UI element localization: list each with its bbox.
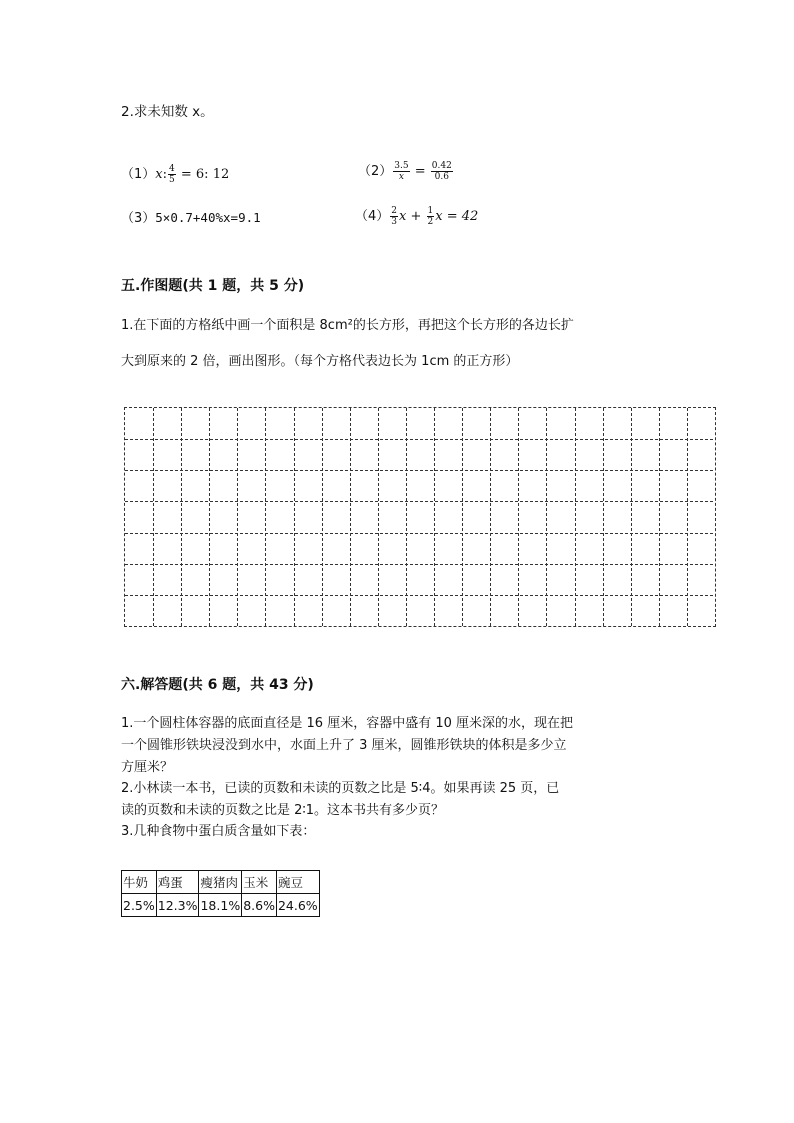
question-text: 1.在下面的方格纸中画一个面积是 8cm²的长方形，再把这个长方形的各边长扩 bbox=[121, 318, 574, 333]
table-header-cell: 瘦猪肉 bbox=[199, 871, 242, 894]
question-text: 3.几种食物中蛋白质含量如下表： bbox=[121, 824, 316, 839]
variable: x bbox=[155, 167, 163, 182]
problem-label: （4） bbox=[355, 209, 390, 224]
problem-label: （3） bbox=[121, 211, 156, 226]
term: x + bbox=[399, 209, 426, 224]
question-text: 大到原来的 2 倍，画出图形。（每个方格代表边长为 1cm 的正方形） bbox=[121, 354, 519, 369]
colon: : bbox=[162, 167, 168, 182]
fraction bbox=[168, 164, 176, 185]
question-text: 方厘米？ bbox=[121, 760, 174, 775]
table-header-cell: 豌豆 bbox=[276, 871, 319, 894]
problem-1 bbox=[121, 163, 229, 185]
numerator: 3.5 bbox=[394, 161, 409, 171]
numerator: 4 bbox=[169, 164, 175, 174]
numerator: 1 bbox=[427, 206, 434, 216]
question-title: 2.求未知数 x。 bbox=[121, 104, 214, 120]
graph-paper-grid[interactable] bbox=[124, 407, 716, 627]
denominator: 3 bbox=[391, 217, 398, 227]
table-cell: 2.5% bbox=[122, 894, 157, 917]
grid-lines bbox=[125, 408, 715, 626]
fraction bbox=[390, 206, 398, 227]
table-cell: 12.3% bbox=[156, 894, 199, 917]
fraction bbox=[431, 161, 453, 182]
table-cell: 18.1% bbox=[199, 894, 242, 917]
equals-sign: = bbox=[410, 164, 430, 179]
term: x = 42 bbox=[435, 209, 479, 224]
section-heading: 六.解答题(共 6 题，共 43 分) bbox=[121, 677, 314, 693]
question-text: 1.一个圆柱体容器的底面直径是 16 厘米，容器中盛有 10 厘米深的水，现在把 bbox=[121, 716, 574, 731]
equation: 5×0.7+40%x=9.1 bbox=[155, 210, 261, 225]
question-text: 读的页数和未读的页数之比是 2∶1。这本书共有多少页？ bbox=[121, 803, 445, 818]
fraction bbox=[393, 161, 409, 182]
table-header-cell: 鸡蛋 bbox=[156, 871, 199, 894]
table-row bbox=[122, 894, 320, 917]
numerator: 0.42 bbox=[431, 161, 452, 171]
problem-2 bbox=[358, 160, 454, 182]
numerator: 2 bbox=[391, 206, 398, 216]
table-header-cell: 玉米 bbox=[242, 871, 277, 894]
table-cell: 8.6% bbox=[242, 894, 277, 917]
table-header-cell: 牛奶 bbox=[122, 871, 157, 894]
question-text: 2.小林读一本书，已读的页数和未读的页数之比是 5∶4。如果再读 25 页，已 bbox=[121, 781, 560, 796]
problem-label: （2） bbox=[358, 164, 393, 179]
protein-table bbox=[121, 870, 320, 917]
section-heading: 五.作图题(共 1 题，共 5 分) bbox=[121, 278, 305, 294]
problem-label: （1） bbox=[121, 167, 156, 182]
equation-rhs: = 6: 12 bbox=[176, 167, 230, 182]
denominator: x bbox=[398, 172, 404, 182]
denominator: 0.6 bbox=[434, 172, 449, 182]
fraction bbox=[427, 206, 435, 227]
denominator: 2 bbox=[427, 217, 434, 227]
question-text: 一个圆锥形铁块浸没到水中，水面上升了 3 厘米，圆锥形铁块的体积是多少立 bbox=[121, 738, 567, 753]
problem-3 bbox=[121, 207, 261, 226]
table-cell: 24.6% bbox=[276, 894, 319, 917]
denominator: 5 bbox=[169, 175, 175, 185]
problem-4 bbox=[355, 205, 478, 227]
table-header-row bbox=[122, 871, 320, 894]
